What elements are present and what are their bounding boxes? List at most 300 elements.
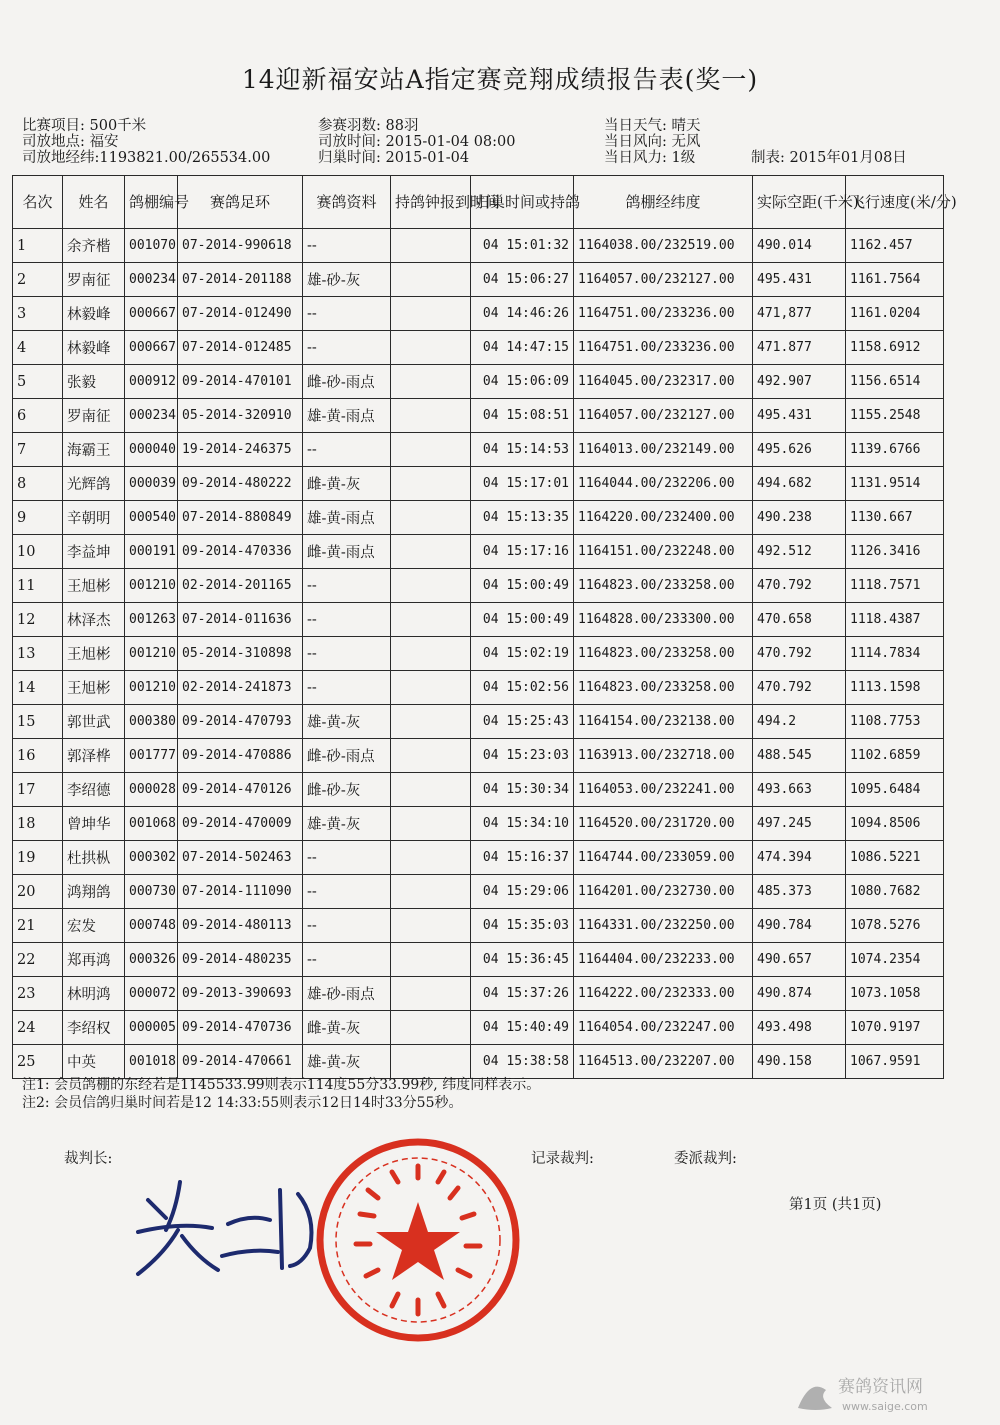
table-cell: 1074.2354 <box>846 943 944 977</box>
table-cell: 001777 <box>125 739 178 773</box>
table-cell: 雄-黄-雨点 <box>303 501 391 535</box>
table-cell: 余齐楷 <box>63 229 125 263</box>
table-cell: 04 15:14:53 <box>471 433 574 467</box>
table-cell: 1161.7564 <box>846 263 944 297</box>
table-cell: 1118.4387 <box>846 603 944 637</box>
table-cell: 雄-砂-灰 <box>303 263 391 297</box>
table-cell: 1161.0204 <box>846 297 944 331</box>
table-cell: 488.545 <box>753 739 846 773</box>
table-cell: 1118.7571 <box>846 569 944 603</box>
table-cell: 1164751.00/233236.00 <box>574 297 753 331</box>
table-cell: 1164823.00/233258.00 <box>574 637 753 671</box>
table-cell: 25 <box>13 1045 63 1079</box>
table-cell: 1070.9197 <box>846 1011 944 1045</box>
table-cell: 474.394 <box>753 841 846 875</box>
table-cell: 000730 <box>125 875 178 909</box>
table-cell: 雄-黄-灰 <box>303 807 391 841</box>
table-cell: -- <box>303 671 391 705</box>
table-cell: 郑再鸿 <box>63 943 125 977</box>
table-cell: 1158.6912 <box>846 331 944 365</box>
table-cell: 罗南征 <box>63 263 125 297</box>
table-cell: -- <box>303 875 391 909</box>
table-cell: 000234 <box>125 399 178 433</box>
table-cell: 470.658 <box>753 603 846 637</box>
table-row <box>13 875 944 909</box>
table-row <box>13 433 944 467</box>
table-cell: 18 <box>13 807 63 841</box>
table-cell: 490.657 <box>753 943 846 977</box>
table-cell: 494.2 <box>753 705 846 739</box>
table-cell: 04 15:30:34 <box>471 773 574 807</box>
table-cell: 001210 <box>125 569 178 603</box>
column-header: 赛鸽足环 <box>178 176 303 229</box>
table-cell: 1164038.00/232519.00 <box>574 229 753 263</box>
table-cell <box>391 807 471 841</box>
table-cell: 001263 <box>125 603 178 637</box>
table-cell: 3 <box>13 297 63 331</box>
table-cell: 04 15:02:56 <box>471 671 574 705</box>
table-cell: 9 <box>13 501 63 535</box>
table-cell: 09-2014-470009 <box>178 807 303 841</box>
table-cell <box>391 671 471 705</box>
table-cell: 000040 <box>125 433 178 467</box>
table-cell: 23 <box>13 977 63 1011</box>
table-cell: 1 <box>13 229 63 263</box>
column-header: 持鸽钟报到时间 <box>391 176 471 229</box>
column-header: 姓名 <box>63 176 125 229</box>
table-cell <box>391 1045 471 1079</box>
table-cell: 1164744.00/233059.00 <box>574 841 753 875</box>
table-cell: 04 15:38:58 <box>471 1045 574 1079</box>
table-cell: 1094.8506 <box>846 807 944 841</box>
column-header: 名次 <box>13 176 63 229</box>
table-cell: -- <box>303 229 391 263</box>
table-row <box>13 807 944 841</box>
table-cell: 16 <box>13 739 63 773</box>
table-cell: 1164154.00/232138.00 <box>574 705 753 739</box>
table-cell: 1164053.00/232241.00 <box>574 773 753 807</box>
table-cell: 1164013.00/232149.00 <box>574 433 753 467</box>
table-cell: 罗南征 <box>63 399 125 433</box>
table-row <box>13 263 944 297</box>
table-cell: 1164045.00/232317.00 <box>574 365 753 399</box>
return-time: 归巢时间: 2015-01-04 <box>318 150 470 166</box>
table-cell: 09-2014-470661 <box>178 1045 303 1079</box>
table-cell <box>391 365 471 399</box>
table-cell: 495.431 <box>753 263 846 297</box>
column-header: 实际空距(千米) <box>753 176 846 229</box>
table-cell: 001070 <box>125 229 178 263</box>
table-cell: 1164044.00/232206.00 <box>574 467 753 501</box>
table-cell: 林毅峰 <box>63 297 125 331</box>
table-cell <box>391 229 471 263</box>
table-cell: 09-2013-390693 <box>178 977 303 1011</box>
table-cell: 000191 <box>125 535 178 569</box>
table-cell: 5 <box>13 365 63 399</box>
table-header-row <box>13 176 944 229</box>
table-cell: 1164220.00/232400.00 <box>574 501 753 535</box>
table-cell: 雄-黄-灰 <box>303 1045 391 1079</box>
made-date: 制表: 2015年01月08日 <box>751 150 907 166</box>
table-cell: 1073.1058 <box>846 977 944 1011</box>
watermark-name: 赛鸽资讯网 <box>838 1377 923 1397</box>
table-cell: 1102.6859 <box>846 739 944 773</box>
table-cell: 1164057.00/232127.00 <box>574 263 753 297</box>
table-cell: 林明鸿 <box>63 977 125 1011</box>
table-cell <box>391 705 471 739</box>
table-row <box>13 399 944 433</box>
table-cell: 000326 <box>125 943 178 977</box>
table-cell: 04 15:06:27 <box>471 263 574 297</box>
table-row <box>13 943 944 977</box>
table-cell: 09-2014-470886 <box>178 739 303 773</box>
table-cell <box>391 1011 471 1045</box>
table-cell: 09-2014-470101 <box>178 365 303 399</box>
table-cell <box>391 739 471 773</box>
table-row <box>13 501 944 535</box>
table-cell: 493.663 <box>753 773 846 807</box>
table-cell: 09-2014-470126 <box>178 773 303 807</box>
table-cell: 4 <box>13 331 63 365</box>
table-cell: 1164054.00/232247.00 <box>574 1011 753 1045</box>
match-item: 比赛项目: 500千米 <box>22 118 147 134</box>
table-cell: 471,877 <box>753 297 846 331</box>
table-cell: 490.874 <box>753 977 846 1011</box>
table-cell: 1126.3416 <box>846 535 944 569</box>
table-cell <box>391 603 471 637</box>
table-cell: 07-2014-111090 <box>178 875 303 909</box>
referee-label: 裁判长: <box>64 1151 113 1167</box>
wind-force: 当日风力: 1级 <box>604 150 696 166</box>
table-cell: 19 <box>13 841 63 875</box>
table-cell: 1131.9514 <box>846 467 944 501</box>
table-cell: 09-2014-480235 <box>178 943 303 977</box>
table-cell: 1139.6766 <box>846 433 944 467</box>
table-cell: 470.792 <box>753 569 846 603</box>
table-cell: 001068 <box>125 807 178 841</box>
table-cell <box>391 841 471 875</box>
table-cell: 光辉鸽 <box>63 467 125 501</box>
column-header: 飞行速度(米/分) <box>846 176 944 229</box>
table-cell: 000005 <box>125 1011 178 1045</box>
table-cell: 1155.2548 <box>846 399 944 433</box>
table-cell: 04 15:08:51 <box>471 399 574 433</box>
release-place: 司放地点: 福安 <box>22 134 119 150</box>
table-cell <box>391 569 471 603</box>
table-cell: 15 <box>13 705 63 739</box>
table-cell <box>391 331 471 365</box>
table-cell: 07-2014-011636 <box>178 603 303 637</box>
table-cell: 曾坤华 <box>63 807 125 841</box>
table-cell: 1080.7682 <box>846 875 944 909</box>
info-column-1 <box>22 118 270 166</box>
table-cell: 09-2014-480113 <box>178 909 303 943</box>
table-cell: 04 15:06:09 <box>471 365 574 399</box>
table-cell <box>391 977 471 1011</box>
table-cell: 雄-黄-灰 <box>303 705 391 739</box>
table-cell: -- <box>303 297 391 331</box>
table-cell: 13 <box>13 637 63 671</box>
table-cell: 07-2014-012485 <box>178 331 303 365</box>
table-cell: 09-2014-480222 <box>178 467 303 501</box>
table-cell: 1164513.00/232207.00 <box>574 1045 753 1079</box>
table-cell: 郭世武 <box>63 705 125 739</box>
table-cell: 1164520.00/231720.00 <box>574 807 753 841</box>
table-cell: 04 15:01:32 <box>471 229 574 263</box>
table-cell: 1095.6484 <box>846 773 944 807</box>
table-cell: 001018 <box>125 1045 178 1079</box>
assigned-referee-label: 委派裁判: <box>674 1151 737 1167</box>
table-cell: 490.158 <box>753 1045 846 1079</box>
column-header: 鸽棚编号 <box>125 176 178 229</box>
table-cell: 000028 <box>125 773 178 807</box>
table-cell: 1164201.00/232730.00 <box>574 875 753 909</box>
table-cell: -- <box>303 331 391 365</box>
table-cell: 471.877 <box>753 331 846 365</box>
table-cell: 雌-黄-灰 <box>303 1011 391 1045</box>
table-cell: 04 15:16:37 <box>471 841 574 875</box>
table-cell: 1164331.00/232250.00 <box>574 909 753 943</box>
table-cell: 10 <box>13 535 63 569</box>
watermark-logo <box>792 1370 972 1420</box>
table-row <box>13 331 944 365</box>
table-cell: 1108.7753 <box>846 705 944 739</box>
table-cell: 1164823.00/233258.00 <box>574 569 753 603</box>
release-time: 司放时间: 2015-01-04 08:00 <box>318 134 516 150</box>
table-cell: 李益坤 <box>63 535 125 569</box>
table-cell: 05-2014-310898 <box>178 637 303 671</box>
table-cell: 王旭彬 <box>63 569 125 603</box>
table-cell: 1114.7834 <box>846 637 944 671</box>
table-row <box>13 977 944 1011</box>
table-row <box>13 603 944 637</box>
table-cell: 辛朝明 <box>63 501 125 535</box>
table-cell: -- <box>303 569 391 603</box>
table-cell: 海霸王 <box>63 433 125 467</box>
info-column-3 <box>604 118 701 166</box>
table-cell: 000667 <box>125 331 178 365</box>
results-table <box>12 175 957 1079</box>
table-cell <box>391 909 471 943</box>
table-cell: 05-2014-320910 <box>178 399 303 433</box>
table-cell <box>391 263 471 297</box>
table-cell: 04 14:47:15 <box>471 331 574 365</box>
table-cell: 04 14:46:26 <box>471 297 574 331</box>
table-cell: 485.373 <box>753 875 846 909</box>
table-row <box>13 671 944 705</box>
weather: 当日天气: 晴天 <box>604 118 701 134</box>
table-cell: 7 <box>13 433 63 467</box>
column-header: 鸽棚经纬度 <box>574 176 753 229</box>
table-cell: 24 <box>13 1011 63 1045</box>
table-cell: 04 15:00:49 <box>471 603 574 637</box>
table-cell <box>391 399 471 433</box>
table-cell: 郭泽桦 <box>63 739 125 773</box>
table-cell: 494.682 <box>753 467 846 501</box>
table-cell: 04 15:35:03 <box>471 909 574 943</box>
note-1: 注1: 会员鸽棚的东经若是1145533.99则表示114度55分33.99秒, 纬度同样表示。 <box>22 1077 541 1093</box>
record-referee-label: 记录裁判: <box>531 1151 594 1167</box>
table-cell: 04 15:02:19 <box>471 637 574 671</box>
table-cell: 493.498 <box>753 1011 846 1045</box>
table-cell: 21 <box>13 909 63 943</box>
watermark-url: www.saige.com <box>842 1400 928 1413</box>
dove-icon <box>798 1387 832 1410</box>
table-row <box>13 467 944 501</box>
report-title: 14迎新福安站A指定赛竞翔成绩报告表(奖一) <box>241 65 759 94</box>
table-cell: 04 15:40:49 <box>471 1011 574 1045</box>
table-cell: 雌-砂-雨点 <box>303 739 391 773</box>
table-cell: 000380 <box>125 705 178 739</box>
table-cell: 1164151.00/232248.00 <box>574 535 753 569</box>
table-cell: 中英 <box>63 1045 125 1079</box>
table-cell: 09-2014-470736 <box>178 1011 303 1045</box>
table-cell <box>391 297 471 331</box>
table-cell: 1156.6514 <box>846 365 944 399</box>
table-cell: 09-2014-470793 <box>178 705 303 739</box>
table-cell: 04 15:17:16 <box>471 535 574 569</box>
table-cell: 000302 <box>125 841 178 875</box>
table-cell <box>391 875 471 909</box>
table-row <box>13 773 944 807</box>
table-cell: 1164823.00/233258.00 <box>574 671 753 705</box>
table-cell: 张毅 <box>63 365 125 399</box>
table-cell: -- <box>303 637 391 671</box>
page-number: 第1页 (共1页) <box>789 1197 882 1213</box>
table-cell: 492.907 <box>753 365 846 399</box>
table-cell: 07-2014-880849 <box>178 501 303 535</box>
table-cell: 000234 <box>125 263 178 297</box>
table-cell: -- <box>303 603 391 637</box>
table-cell: 19-2014-246375 <box>178 433 303 467</box>
table-cell: 14 <box>13 671 63 705</box>
table-cell: 雄-砂-雨点 <box>303 977 391 1011</box>
table-row <box>13 637 944 671</box>
table-cell: 02-2014-201165 <box>178 569 303 603</box>
table-cell: 雌-黄-雨点 <box>303 535 391 569</box>
table-row <box>13 535 944 569</box>
table-cell: 04 15:36:45 <box>471 943 574 977</box>
table-cell: 1067.9591 <box>846 1045 944 1079</box>
info-column-2 <box>318 118 516 166</box>
table-cell: 000748 <box>125 909 178 943</box>
table-cell: 490.238 <box>753 501 846 535</box>
table-cell: 17 <box>13 773 63 807</box>
table-cell: 000667 <box>125 297 178 331</box>
column-header: 赛鸽资料 <box>303 176 391 229</box>
table-cell: 04 15:25:43 <box>471 705 574 739</box>
entry-count: 参赛羽数: 88羽 <box>318 118 419 134</box>
table-row <box>13 909 944 943</box>
table-cell: 1113.1598 <box>846 671 944 705</box>
table-cell: 09-2014-470336 <box>178 535 303 569</box>
table-cell: 02-2014-241873 <box>178 671 303 705</box>
table-cell: 04 15:37:26 <box>471 977 574 1011</box>
table-cell <box>391 637 471 671</box>
table-cell: -- <box>303 943 391 977</box>
table-cell: 490.014 <box>753 229 846 263</box>
table-cell <box>391 501 471 535</box>
table-cell: 497.245 <box>753 807 846 841</box>
table-cell: -- <box>303 909 391 943</box>
table-cell: 470.792 <box>753 637 846 671</box>
note-2: 注2: 会员信鸽归巢时间若是12 14:33:55则表示12日14时33分55秒。 <box>22 1095 463 1111</box>
table-cell: 李绍权 <box>63 1011 125 1045</box>
table-cell: 8 <box>13 467 63 501</box>
table-cell: 001210 <box>125 637 178 671</box>
table-cell: 王旭彬 <box>63 637 125 671</box>
table-cell: 470.792 <box>753 671 846 705</box>
table-cell: 495.431 <box>753 399 846 433</box>
table-cell: 22 <box>13 943 63 977</box>
table-row <box>13 739 944 773</box>
table-cell: 1164751.00/233236.00 <box>574 331 753 365</box>
table-cell: 1130.667 <box>846 501 944 535</box>
release-coordinates: 司放地经纬:1193821.00/265534.00 <box>22 150 271 166</box>
table-cell: 1163913.00/232718.00 <box>574 739 753 773</box>
table-cell <box>391 433 471 467</box>
table-cell: 雌-砂-雨点 <box>303 365 391 399</box>
table-row <box>13 365 944 399</box>
table-cell: 000072 <box>125 977 178 1011</box>
table-cell: 04 15:13:35 <box>471 501 574 535</box>
table-cell: 1164404.00/232233.00 <box>574 943 753 977</box>
table-cell: 李绍德 <box>63 773 125 807</box>
table-cell: 495.626 <box>753 433 846 467</box>
table-cell: 2 <box>13 263 63 297</box>
table-cell: -- <box>303 433 391 467</box>
table-cell: 492.512 <box>753 535 846 569</box>
table-cell: 1164828.00/233300.00 <box>574 603 753 637</box>
table-cell: 林毅峰 <box>63 331 125 365</box>
table-cell: 1078.5276 <box>846 909 944 943</box>
table-cell: 王旭彬 <box>63 671 125 705</box>
table-cell: 雌-黄-灰 <box>303 467 391 501</box>
wind-direction: 当日风向: 无风 <box>604 134 701 150</box>
table-cell: 鸿翔鸽 <box>63 875 125 909</box>
table-cell: 1086.5221 <box>846 841 944 875</box>
table-cell: 雄-黄-雨点 <box>303 399 391 433</box>
table-cell: 雌-砂-灰 <box>303 773 391 807</box>
table-cell: 07-2014-990618 <box>178 229 303 263</box>
table-cell: 07-2014-201188 <box>178 263 303 297</box>
table-cell: 07-2014-502463 <box>178 841 303 875</box>
table-cell: 001210 <box>125 671 178 705</box>
official-seal <box>308 1130 528 1350</box>
table-cell: 杜拱枞 <box>63 841 125 875</box>
table-cell: 07-2014-012490 <box>178 297 303 331</box>
table-cell: 1164057.00/232127.00 <box>574 399 753 433</box>
table-cell <box>391 773 471 807</box>
table-row <box>13 841 944 875</box>
table-row <box>13 1011 944 1045</box>
table-cell: 宏发 <box>63 909 125 943</box>
table-cell: 000039 <box>125 467 178 501</box>
table-row <box>13 569 944 603</box>
table-row <box>13 705 944 739</box>
notes <box>22 1076 540 1112</box>
table-cell <box>391 943 471 977</box>
table-cell: 1162.457 <box>846 229 944 263</box>
table-cell: 04 15:00:49 <box>471 569 574 603</box>
table-cell: 000912 <box>125 365 178 399</box>
table-row <box>13 229 944 263</box>
table-cell: -- <box>303 841 391 875</box>
table-cell: 04 15:29:06 <box>471 875 574 909</box>
table-cell: 490.784 <box>753 909 846 943</box>
table-cell: 04 15:23:03 <box>471 739 574 773</box>
column-header: 归巢时间或持鸽 <box>471 176 574 229</box>
